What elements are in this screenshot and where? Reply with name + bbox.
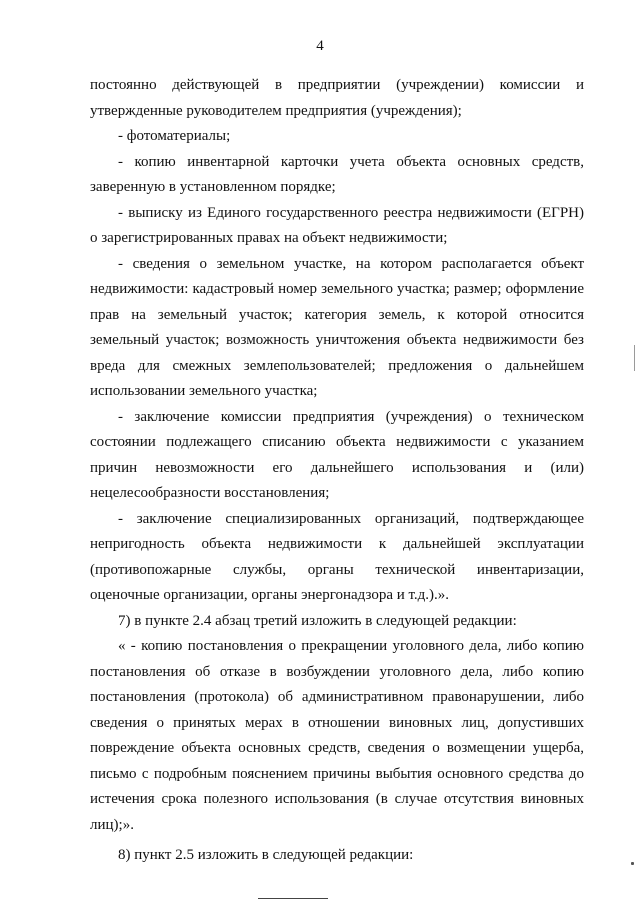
- scan-dot-mark: [631, 862, 634, 865]
- amendment-item-8: 8) пункт 2.5 изложить в следующей редакции:: [118, 847, 414, 863]
- paragraph-commission-continuation: постоянно действующей в предприятии (учреждении) комиссии и утвержденные руководителем предприятия (учреждения);: [90, 77, 584, 119]
- page-number: 4: [316, 38, 324, 54]
- list-item-photo-materials: - фотоматериалы;: [118, 128, 231, 144]
- list-item-specialized-conclusion: - заключение специализированных организаций, подтверждающее непригодность объекта недвижимости к дальнейшей эксплуатации (противопожарные службы, органы технической инвентаризации, оценочные организации, органы энергонадзора и т.д.).».: [90, 510, 584, 603]
- list-item-inventory-card: - копию инвентарной карточки учета объекта основных средств, заверенную в установленном порядке;: [90, 153, 584, 195]
- amendment-item-7-text: « - копию постановления о прекращении уголовного дела, либо копию постановления об отказе в возбуждении уголовного дела, либо копию постановления (протокола) об административном правонарушении, либо сведения о принятых мерах в отношении виновных лиц, допустивших повреждение объекта основных средств, сведения о возмещении ущерба, письмо с подробным пояснением причины выбытия основного средства до истечения срока полезного использования (в случае отсутствия виновных лиц);».: [90, 638, 584, 833]
- list-item-land-plot-info: - сведения о земельном участке, на котором располагается объект недвижимости: кадастровый номер земельного участка; размер; оформление прав на земельный участок; категория земель, к которой относится земельный участок; возможность уничтожения объекта недвижимости без вреда для смежных землепользователей; предложения о дальнейшем использовании земельного участка;: [90, 255, 584, 399]
- list-item-commission-conclusion: - заключение комиссии предприятия (учреждения) о техническом состоянии подлежащего списанию объекта недвижимости с указанием причин невозможности его дальнейшего использования и (или) нецелесообразности восстановления;: [90, 408, 584, 501]
- list-item-egrn-extract: - выписку из Единого государственного реестра недвижимости (ЕГРН) о зарегистрированных правах на объект недвижимости;: [90, 204, 584, 246]
- document-body: [90, 73, 584, 869]
- footer-rule: [258, 898, 328, 899]
- scan-margin-mark: [634, 345, 635, 371]
- amendment-item-7: 7) в пункте 2.4 абзац третий изложить в следующей редакции:: [118, 612, 517, 629]
